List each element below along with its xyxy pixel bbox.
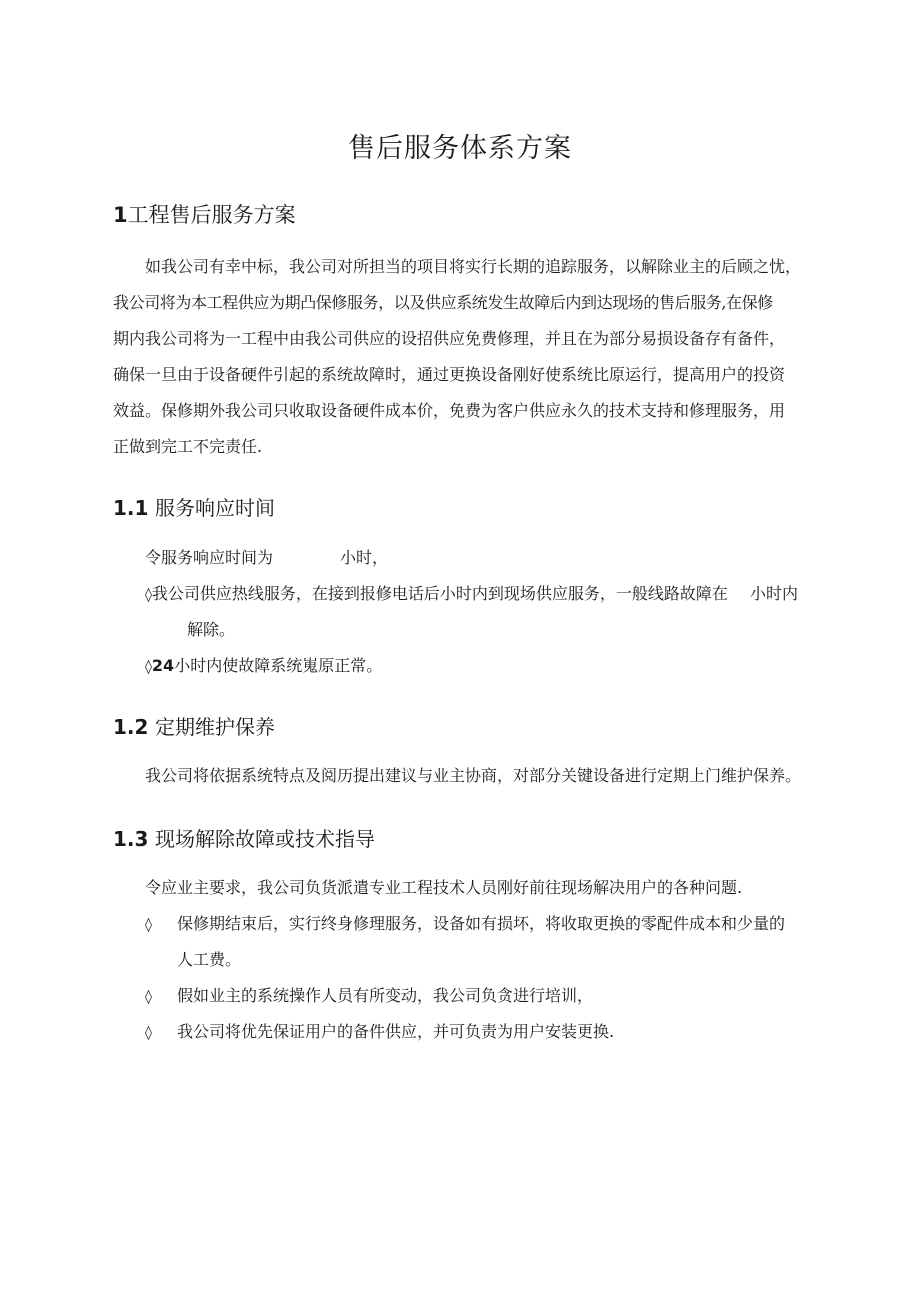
section-1-1-number: 1.1: [113, 496, 149, 520]
bullet-hotline-tail: 小时内: [749, 584, 798, 603]
section-1-number: 1: [113, 203, 128, 227]
bullet-hotline-text: 我公司供应热线服务，在接到报修电话后小时内到现场供应服务，一般线路故障在: [151, 584, 728, 603]
diamond-bullet-icon: ◊: [145, 1025, 152, 1041]
bullet-24h-number: 24: [151, 656, 175, 675]
response-time-line: [145, 546, 388, 570]
section-1-heading: [113, 200, 296, 230]
bullet-spare-parts: [145, 1020, 614, 1045]
onsite-service-text: 令应业主要求，我公司负货派遣专业工程技术人员刚好前往现场解决用户的各种问题.: [145, 878, 743, 897]
bullet-warranty-continuation: 人工费。: [177, 950, 242, 969]
bullet-spare-parts-text: 我公司将优先保证用户的备件供应，并可负责为用户安装更换.: [177, 1022, 615, 1041]
document-title: 售后服务体系方案: [348, 133, 572, 164]
response-time-suffix: 小时，: [340, 548, 389, 567]
section-1-2-heading: [113, 713, 275, 741]
diamond-bullet-icon: ◊: [145, 917, 152, 933]
bullet-hotline-continuation: 解除。: [187, 620, 236, 639]
bullet-hotline: [145, 582, 798, 607]
section-1-1-heading: [113, 494, 275, 522]
bullet-training: [145, 984, 593, 1009]
bullet-24h: [145, 654, 382, 679]
section-1-3-heading-text: 现场解除故障或技术指导: [155, 827, 375, 851]
bullet-warranty-text: 保修期结束后，实行终身修理服务，设备如有损坏，将收取更换的零配件成本和少量的: [177, 914, 786, 933]
section-1-paragraph-line: 效益。保修期外我公司只收取设备硬件成本价，免费为客户供应永久的技术支持和修理服务，用: [113, 401, 786, 420]
section-1-3-heading: [113, 825, 375, 853]
diamond-bullet-icon: ◊: [145, 659, 152, 675]
bullet-24h-text: 小时内使故障系统嵬原正常。: [174, 656, 383, 675]
section-1-1-heading-text: 服务响应时间: [155, 496, 275, 520]
section-1-paragraph-line: 确保一旦由于设备硬件引起的系统故障时，通过更换设备刚好使系统比原运行，提高用户的投资: [113, 365, 786, 384]
section-1-paragraph-line: 如我公司有幸中标，我公司对所担当的项目将实行长期的追踪服务，以解除业主的后顾之忧，: [145, 257, 802, 276]
section-1-paragraph-line: 我公司将为本工程供应为期凸保修服务，以及供应系统发生故障后内到达现场的售后服务,在保修: [113, 293, 773, 312]
section-1-paragraph-line: 期内我公司将为一工程中由我公司供应的设招供应免费修理，并且在为部分易损设备存有备件，: [113, 329, 786, 348]
section-1-2-number: 1.2: [113, 715, 149, 739]
section-1-paragraph-line: 正做到完工不完责任.: [113, 437, 263, 456]
diamond-bullet-icon: ◊: [145, 989, 152, 1005]
section-1-3-number: 1.3: [113, 827, 149, 851]
maintenance-text: 我公司将依据系统特点及阅历提出建议与业主协商，对部分关键设备进行定期上门维护保养。: [145, 766, 802, 785]
section-1-2-heading-text: 定期维护保养: [155, 715, 275, 739]
bullet-warranty: [145, 912, 785, 937]
diamond-bullet-icon: ◊: [145, 587, 152, 603]
section-1-heading-text: 工程售后服务方案: [127, 203, 296, 227]
response-time-prefix: 令服务响应时间为: [145, 548, 274, 567]
bullet-training-text: 假如业主的系统操作人员有所变动，我公司负贪进行培训，: [177, 986, 594, 1005]
